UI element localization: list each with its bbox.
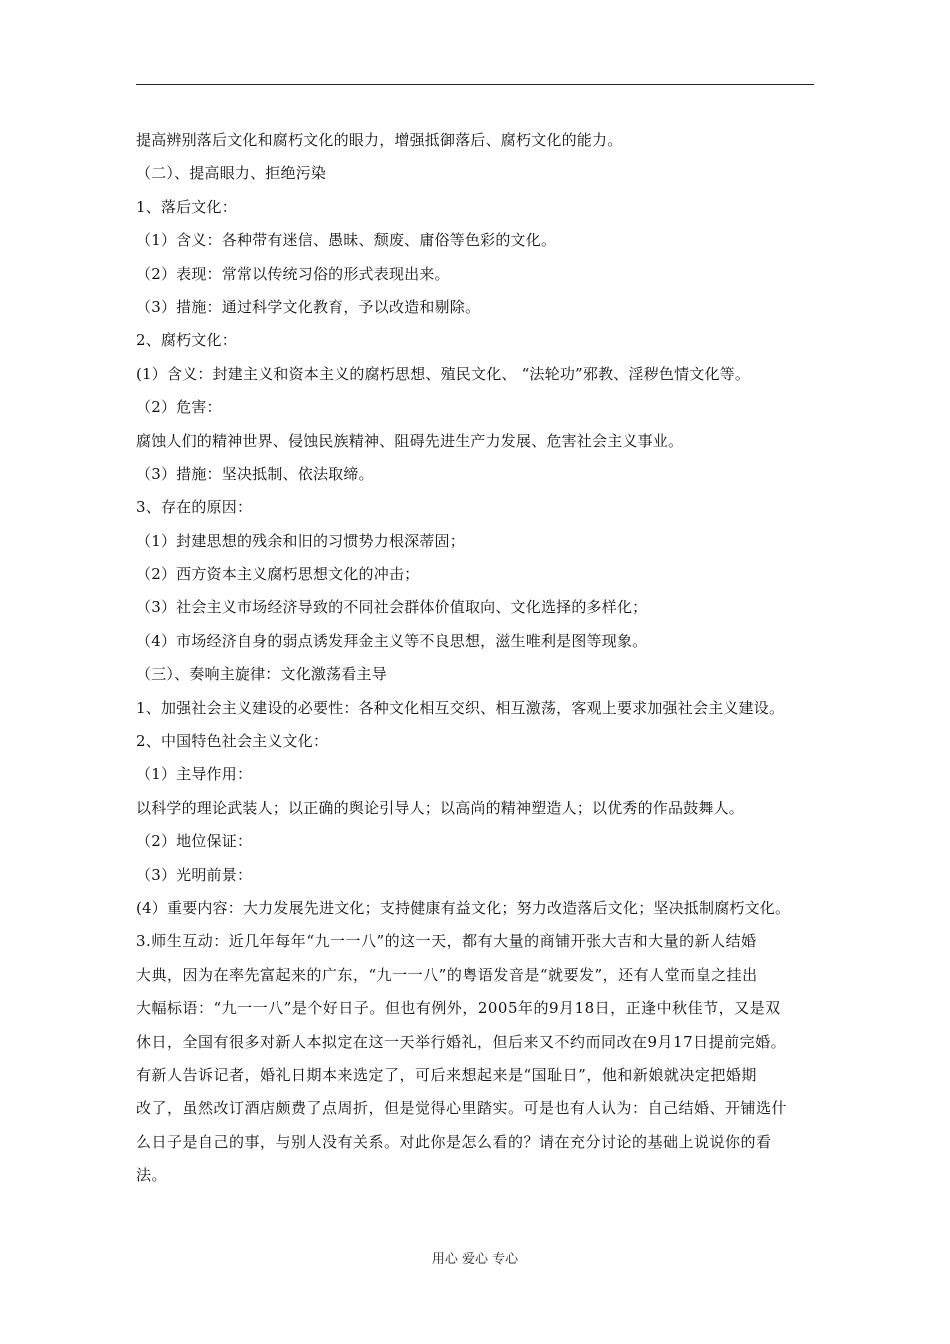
text-line: （1）主导作用： [136, 765, 253, 784]
paragraph-line: 有新人告诉记者，婚礼日期本来选定了，可后来想起来是“国耻日”，他和新娘就决定把婚期 [136, 1065, 757, 1084]
section-heading: （三）、奏响主旋律：文化激荡看主导 [136, 665, 387, 684]
document-body [136, 126, 826, 1195]
paragraph-line: 改了，虽然改订酒店颇费了点周折，但是觉得心里踏实。可是也有人认为：自己结婚、开铺选什 [136, 1099, 788, 1118]
paragraph-line: 休日，全国有很多对新人本拟定在这一天举行婚礼，但后来又不约而同改在9月17日提前完婚。 [136, 1032, 787, 1051]
paragraph-line: 么日子是自己的事，与别人没有关系。对此你是怎么看的？请在充分讨论的基础上说说你的看 [136, 1132, 772, 1151]
text-line: (4）重要内容：大力发展先进文化；支持健康有益文化；努力改造落后文化；坚决抵制腐朽文化。 [136, 898, 791, 917]
text-line: （2）危害： [136, 398, 222, 417]
text-line: （4）市场经济自身的弱点诱发拜金主义等不良思想，滋生唯利是图等现象。 [136, 631, 648, 650]
paragraph-line: 大幅标语：“九一一八”是个好日子。但也有例外，2005年的9月18日，正逢中秋佳节，又是双 [136, 999, 781, 1018]
paragraph-line: 3.师生互动：近几年每年“九一一八”的这一天，都有大量的商铺开张大吉和大量的新人结婚 [136, 932, 757, 951]
text-line: （3）光明前景： [136, 865, 253, 884]
text-line: （2）地位保证： [136, 832, 253, 851]
text-line: （2）西方资本主义腐朽思想文化的冲击； [136, 565, 420, 584]
text-line: 1、落后文化： [136, 197, 237, 216]
text-line: （3）措施：坚决抵制、依法取缔。 [136, 464, 374, 483]
page-footer: 用心 爱心 专心 [431, 1252, 519, 1267]
paragraph-line: 法。 [136, 1166, 168, 1185]
text-line: （3）社会主义市场经济导致的不同社会群体价值取向、文化选择的多样化； [136, 598, 648, 617]
text-line: 2、中国特色社会主义文化： [136, 732, 329, 751]
text-line: 腐蚀人们的精神世界、侵蚀民族精神、阻碍先进生产力发展、危害社会主义事业。 [136, 431, 684, 450]
text-line: （1）含义：各种带有迷信、愚昧、颓废、庸俗等色彩的文化。 [136, 231, 557, 250]
text-line: (1）含义：封建主义和资本主义的腐朽思想、殖民文化、 “法轮功”邪教、淫秽色情文化等。 [136, 364, 751, 383]
header-rule [136, 84, 814, 85]
paragraph-line: 大典，因为在率先富起来的广东，“九一一八”的粤语发音是“就要发”，还有人堂而皇之挂出 [136, 965, 758, 984]
discussion-paragraph [136, 927, 826, 1194]
text-line: 提高辨别落后文化和腐朽文化的眼力，增强抵御落后、腐朽文化的能力。 [136, 131, 623, 149]
text-line: 2、腐朽文化： [136, 331, 237, 350]
text-line: 3、存在的原因： [136, 498, 253, 517]
section-heading: （二）、提高眼力、拒绝污染 [136, 164, 327, 183]
text-line: （3）措施：通过科学文化教育，予以改造和剔除。 [136, 297, 481, 316]
text-line: 以科学的理论武装人；以正确的舆论引导人；以高尚的精神塑造人；以优秀的作品鼓舞人。 [136, 798, 745, 817]
text-line: （2）表现：常常以传统习俗的形式表现出来。 [136, 264, 450, 283]
text-line: 1、加强社会主义建设的必要性：各种文化相互交织、相互激荡，客观上要求加强社会主义建设。 [136, 698, 785, 717]
text-line: （1）封建思想的残余和旧的习惯势力根深蒂固； [136, 531, 465, 550]
